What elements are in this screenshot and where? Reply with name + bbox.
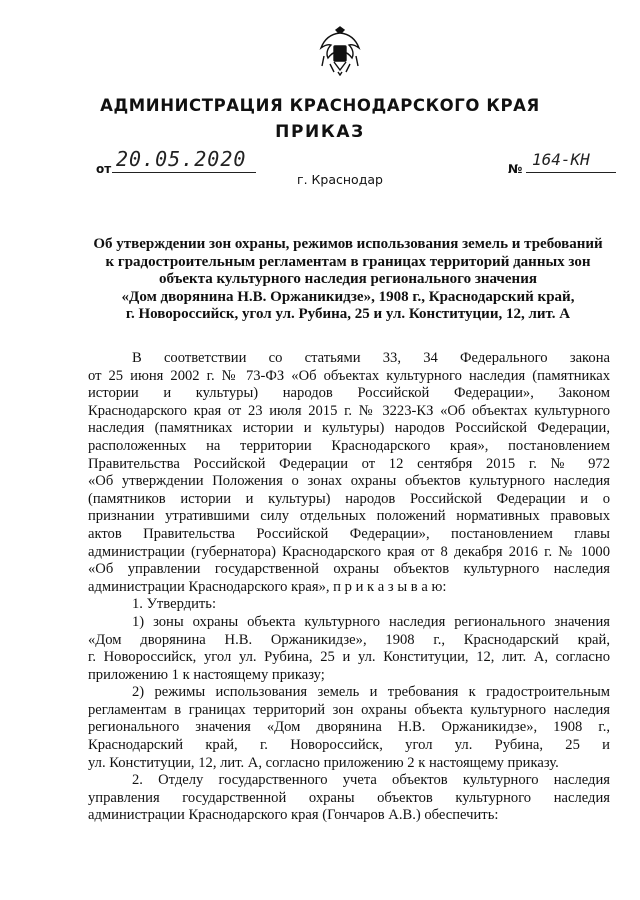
title-line: объекта культурного наследия регионального значения — [159, 271, 537, 287]
body-line: Краснодарский край, г. Новороссийск, угол ул. Рубина, 25 и — [88, 737, 610, 754]
body-line: 2) режимы использования земель и требования к градостроительным — [132, 684, 610, 701]
body-line: наследия (памятниках истории и культуры) народов Российской Федерации, — [88, 420, 610, 437]
title-line: к градостроительным регламентам в границах территорий данных зон — [105, 253, 591, 270]
body-line: 1. Утвердить: — [132, 596, 217, 613]
body-line: регламентам в границах территорий зон охраны объекта культурного наследия — [88, 701, 610, 718]
body-line: 1) зоны охраны объекта культурного наследия регионального значения — [132, 613, 610, 630]
body-line: приложению 1 к настоящему приказу; — [88, 666, 325, 683]
number-value: 164-КН — [526, 148, 616, 173]
body-line: 2. Отделу государственного учета объектов культурного наследия — [132, 772, 610, 789]
document-body — [88, 350, 610, 825]
body-line: актов Правительства Российской Федерации», постановлением главы — [88, 525, 610, 542]
body-line: администрации Краснодарского края», п р и к а з ы в а ю: — [88, 578, 447, 595]
body-line: (памятников истории и культуры) народов Российской Федерации и о — [88, 490, 610, 507]
body-line: управления государственной охраны объектов культурного наследия — [88, 789, 610, 806]
city-name: г. Краснодар — [297, 172, 383, 187]
body-line: Краснодарского края от 23 июля 2015 г. № 3223-КЗ «Об объектах культурного — [88, 402, 610, 419]
title-line: г. Новороссийск, угол ул. Рубина, 25 и ул. Конституции, 12, лит. А — [125, 306, 571, 322]
body-line: Правительства Российской Федерации от 12 сентября 2015 г. № 972 — [88, 455, 610, 472]
title-line: Об утверждении зон охраны, режимов использования земель и требований — [93, 236, 603, 252]
body-line: администрации Краснодарского края (Гончаров А.В.) обеспечить: — [88, 807, 499, 824]
document-type: ПРИКАЗ — [275, 122, 365, 142]
body-line: администрации (губернатора) Краснодарского края от 8 декабря 2016 г. № 1000 — [88, 543, 610, 560]
body-line: расположенных на территории Краснодарского края», постановлением — [88, 437, 610, 454]
body-line: истории и культуры) народов Российской Федерации», Законом — [88, 385, 610, 402]
body-line: «Дом дворянина Н.В. Оржаникидзе», 1908 г., Краснодарский край, — [88, 631, 610, 648]
body-line: от 25 июня 2002 г. № 73-ФЗ «Об объектах культурного наследия (памятниках — [88, 367, 610, 384]
document-title — [86, 236, 610, 324]
body-line: признании утратившими силу отдельных положений нормативных правовых — [88, 508, 610, 525]
coat-of-arms-icon — [318, 26, 362, 76]
date-label: от — [96, 162, 112, 176]
title-line: «Дом дворянина Н.В. Оржаникидзе», 1908 г., Краснодарский край, — [121, 288, 575, 305]
body-line: В соответствии со статьями 33, 34 Федерального закона — [132, 350, 610, 366]
number-label: № — [508, 162, 523, 176]
body-line: «Об управлении государственной охраны объектов культурного наследия — [88, 561, 610, 578]
date-value: 20.05.2020 — [112, 146, 256, 173]
body-line: ул. Конституции, 12, лит. А, согласно приложению 2 к настоящему приказу. — [88, 754, 559, 771]
body-line: г. Новороссийск, угол ул. Рубина, 25 и ул. Конституции, 12, лит. А, согласно — [88, 649, 610, 666]
organization-name: АДМИНИСТРАЦИЯ КРАСНОДАРСКОГО КРАЯ — [100, 96, 540, 115]
body-line: «Об утверждении Положения о зонах охраны объектов культурного наследия — [88, 473, 610, 490]
body-line: регионального значения «Дом дворянина Н.В. Оржаникидзе», 1908 г., — [88, 719, 610, 736]
